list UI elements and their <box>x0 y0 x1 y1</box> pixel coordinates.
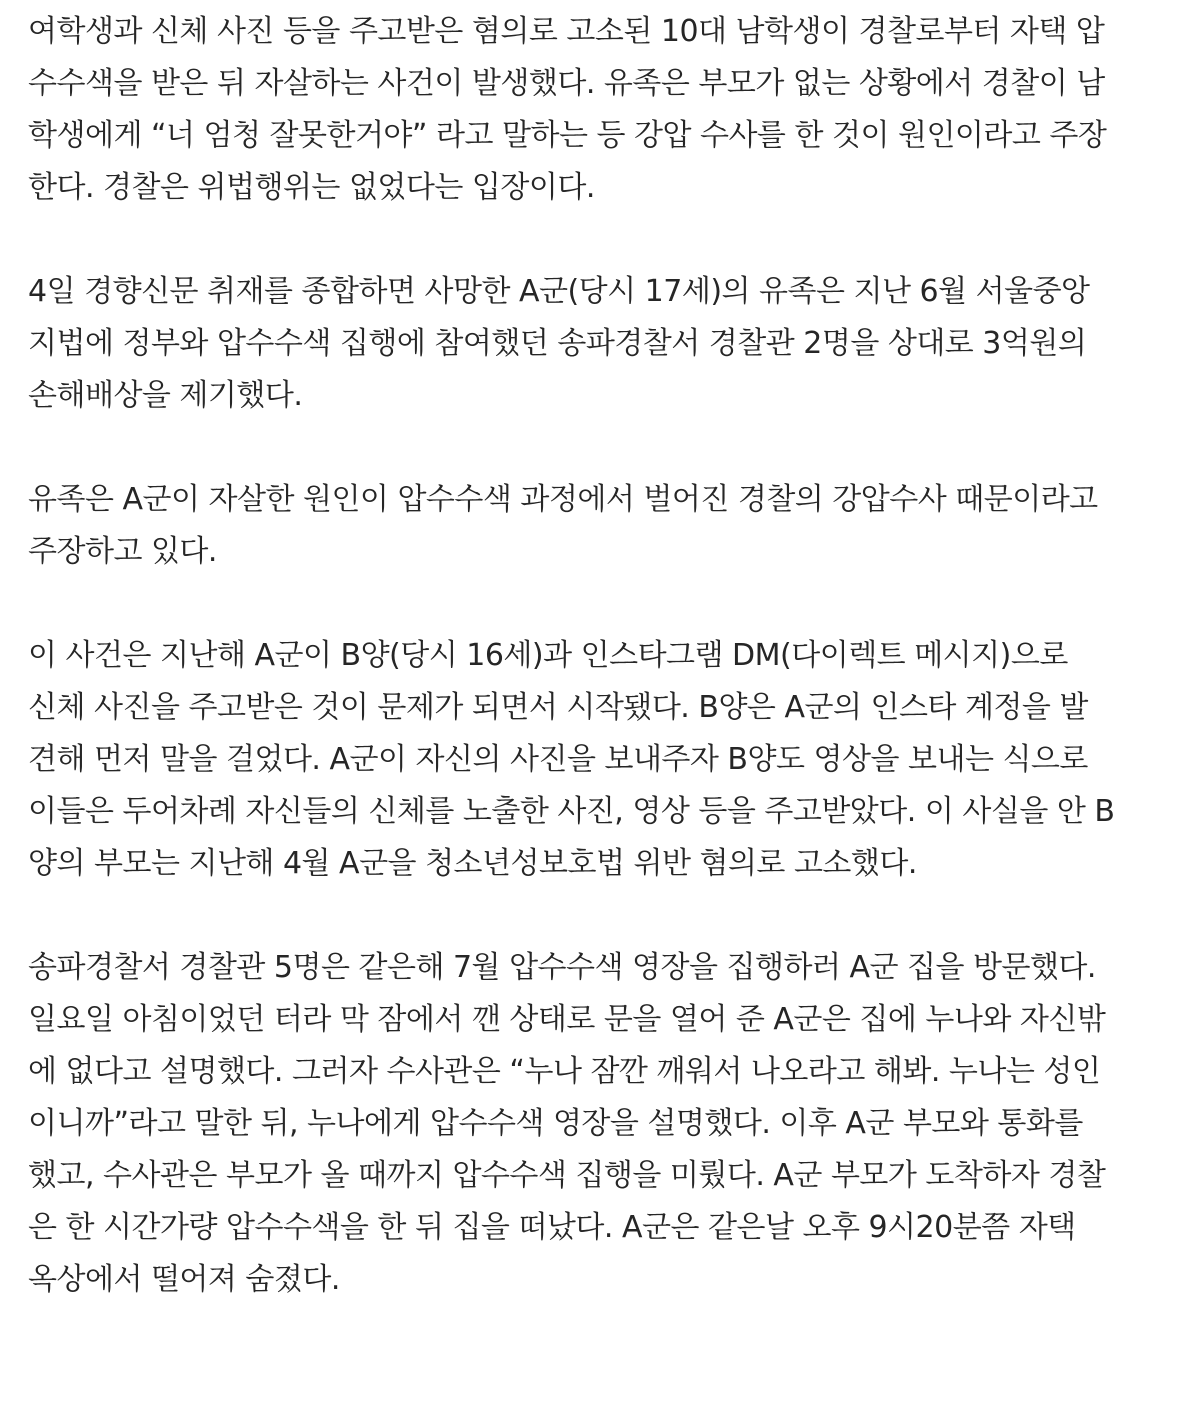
paragraph-2 <box>28 266 1182 422</box>
text-line: 견해 먼저 말을 걸었다. A군이 자신의 사진을 보내주자 B양도 영상을 보내는 식으로 <box>28 742 1088 777</box>
text-line: 이니까”라고 말한 뒤, 누나에게 압수수색 영장을 설명했다. 이후 A군 부모와 통화를 <box>28 1106 1083 1141</box>
text-line: 4일 경향신문 취재를 종합하면 사망한 A군(당시 17세)의 유족은 지난 6월 서울중앙 <box>28 274 1090 309</box>
text-line: 손해배상을 제기했다. <box>28 378 303 413</box>
text-line: 지법에 정부와 압수수색 집행에 참여했던 송파경찰서 경찰관 2명을 상대로 3억원의 <box>28 326 1087 361</box>
text-line: 일요일 아침이었던 터라 막 잠에서 깬 상태로 문을 열어 준 A군은 집에 누나와 자신밖 <box>28 1002 1106 1037</box>
text-line: 송파경찰서 경찰관 5명은 같은해 7월 압수수색 영장을 집행하러 A군 집을 방문했다. <box>28 950 1096 985</box>
paragraph-4 <box>28 630 1182 890</box>
text-line: 이 사건은 지난해 A군이 B양(당시 16세)과 인스타그램 DM(다이렉트 메시지)으로 <box>28 638 1068 673</box>
text-line: 수수색을 받은 뒤 자살하는 사건이 발생했다. 유족은 부모가 없는 상황에서 경찰이 남 <box>28 66 1105 101</box>
text-line: 학생에게 “너 엄청 잘못한거야” 라고 말하는 등 강압 수사를 한 것이 원인이라고 주장 <box>28 118 1107 153</box>
text-line: 유족은 A군이 자살한 원인이 압수수색 과정에서 벌어진 경찰의 강압수사 때문이라고 <box>28 482 1098 517</box>
text-line: 신체 사진을 주고받은 것이 문제가 되면서 시작됐다. B양은 A군의 인스타 계정을 발 <box>28 690 1088 725</box>
text-line: 에 없다고 설명했다. 그러자 수사관은 “누나 잠깐 깨워서 나오라고 해봐. 누나는 성인 <box>28 1054 1101 1089</box>
text-line: 주장하고 있다. <box>28 534 217 569</box>
paragraph-1 <box>28 0 1182 214</box>
text-line: 이들은 두어차례 자신들의 신체를 노출한 사진, 영상 등을 주고받았다. 이 사실을 안 B <box>28 794 1115 829</box>
text-line: 옥상에서 떨어져 숨졌다. <box>28 1262 340 1297</box>
text-line: 한다. 경찰은 위법행위는 없었다는 입장이다. <box>28 170 595 205</box>
paragraph-5 <box>28 942 1182 1306</box>
paragraph-3 <box>28 474 1182 578</box>
text-line: 은 한 시간가량 압수수색을 한 뒤 집을 떠났다. A군은 같은날 오후 9시20분쯤 자택 <box>28 1210 1076 1245</box>
text-line: 양의 부모는 지난해 4월 A군을 청소년성보호법 위반 혐의로 고소했다. <box>28 846 917 881</box>
text-line: 여학생과 신체 사진 등을 주고받은 혐의로 고소된 10대 남학생이 경찰로부터 자택 압 <box>28 14 1105 49</box>
text-line: 했고, 수사관은 부모가 올 때까지 압수수색 집행을 미뤘다. A군 부모가 도착하자 경찰 <box>28 1158 1106 1193</box>
